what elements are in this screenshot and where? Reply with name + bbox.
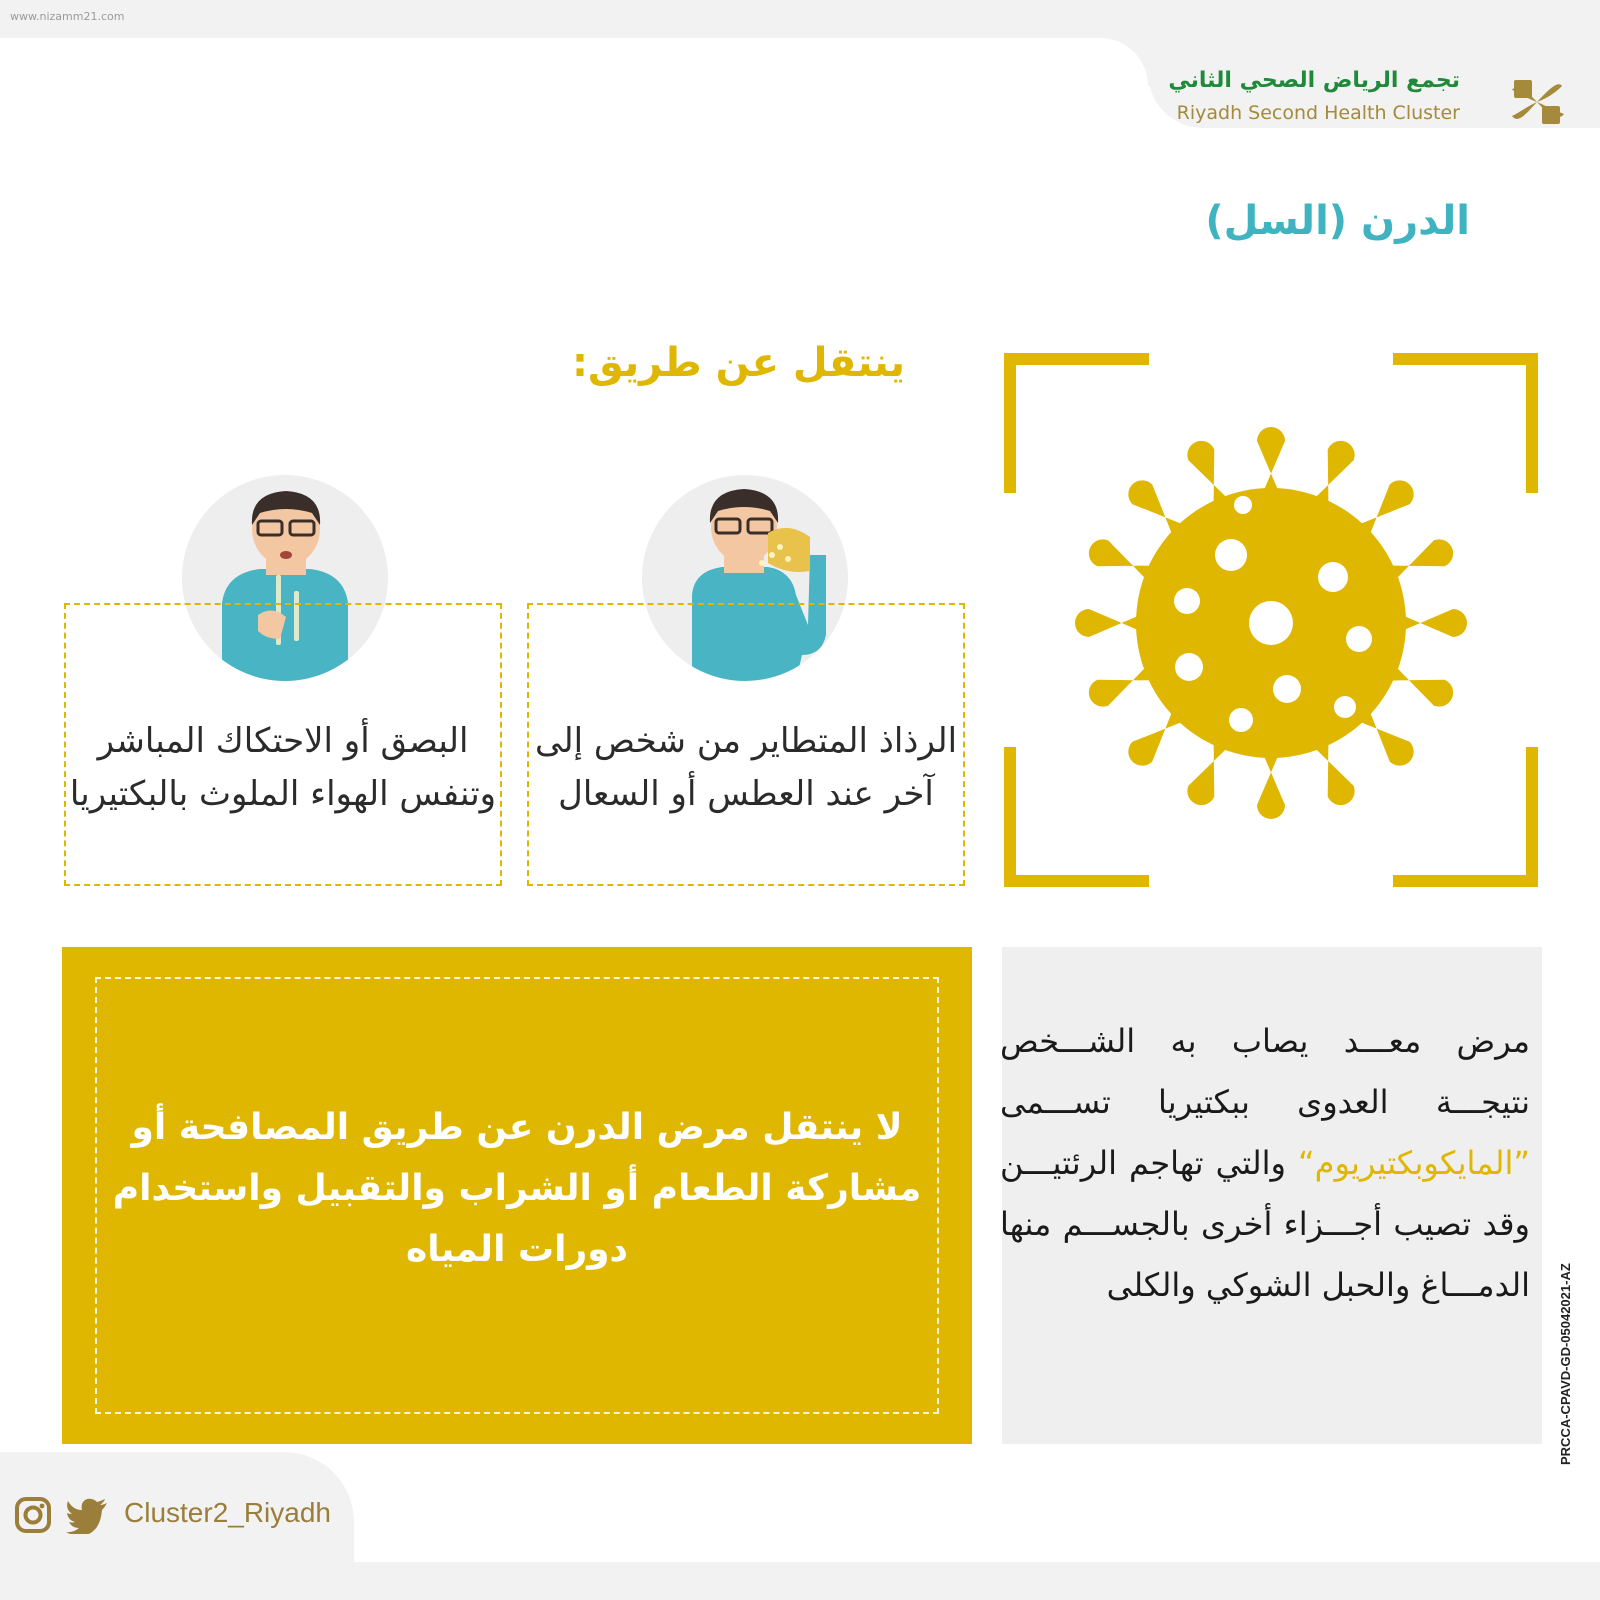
watermark: www.nizamm21.com: [10, 10, 125, 23]
logo-text-english: Riyadh Second Health Cluster: [1176, 102, 1460, 124]
transmission-card-contact: [64, 603, 502, 886]
twitter-icon[interactable]: [66, 1498, 108, 1534]
bacteria-icon: [1066, 418, 1476, 828]
transmission-card-text: الرذاذ المتطاير من شخص إلى آخر عند العطس أو السعال: [534, 721, 958, 814]
transmission-heading: ينتقل عن طريق:: [572, 340, 905, 386]
footer: [0, 1452, 354, 1562]
page-title: الدرن (السل): [1205, 198, 1470, 244]
description-part-1: مرض معـــد يصاب به الشـــخص نتيجـــة العدوى ببكتيريا تســـمى: [1000, 1022, 1530, 1121]
instagram-icon[interactable]: [14, 1496, 52, 1534]
social-handle[interactable]: Cluster2_Riyadh: [124, 1497, 331, 1528]
description-panel: [1002, 947, 1542, 1444]
not-transmitted-panel: [62, 947, 972, 1444]
transmission-card-droplets: [527, 603, 965, 886]
cluster-logo-icon: [1508, 76, 1566, 128]
logo-text-arabic: تجمع الرياض الصحي الثاني: [1168, 68, 1460, 93]
header: [1148, 38, 1600, 128]
transmission-card-text: البصق أو الاحتكاك المباشر وتنفس الهواء الملوث بالبكتيريا: [69, 721, 497, 814]
description-text: [1000, 1011, 1530, 1316]
bacteria-name-highlight: ”المايكوبكتيريوم“: [1298, 1144, 1530, 1182]
not-transmitted-text: لا ينتقل مرض الدرن عن طريق المصافحة أو مشاركة الطعام أو الشراب والتقبيل واستخدام دورات المياه: [112, 1107, 922, 1270]
description-part-2: والتي تهاجم الرئتيـــن وقد تصيب أجـــزاء أخرى بالجســـم منها الدمـــاغ والحبل الشوكي والكلى: [1000, 1144, 1530, 1304]
footer-strip: [0, 1562, 1600, 1600]
document-code: PRCCA-CPAVD-GD-05042021-AZ: [1558, 1263, 1573, 1465]
